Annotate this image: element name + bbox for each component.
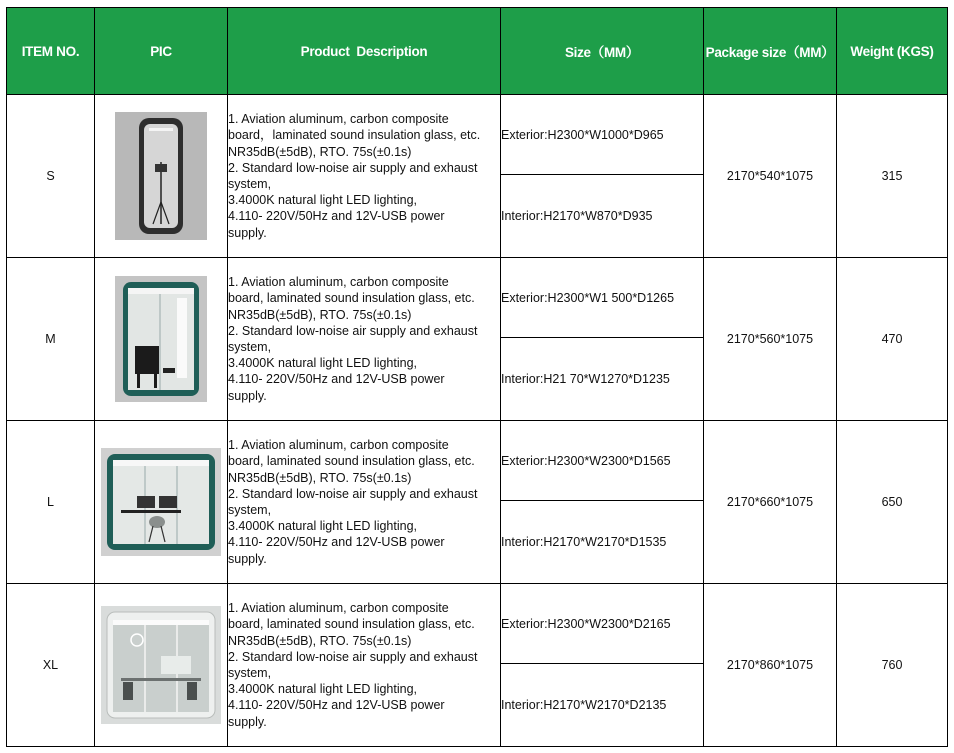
package-size-cell: 2170*860*1075 <box>704 584 837 747</box>
exterior-size-cell: Exterior:H2300*W1 500*D1265 <box>501 258 704 338</box>
description-line: board，laminated sound insulation glass, etc. <box>228 128 481 143</box>
item-cell: XL <box>7 584 95 747</box>
description-line: NR35dB(±5dB), RTO. 75s(±0.1s) <box>228 144 412 159</box>
description-line: 1. Aviation aluminum, carbon composite <box>228 438 449 453</box>
package-size-cell: 2170*560*1075 <box>704 258 837 421</box>
header-row <box>7 8 948 95</box>
description-cell <box>228 95 501 258</box>
description-cell <box>228 421 501 584</box>
item-cell: L <box>7 421 95 584</box>
description-line: system, <box>228 503 272 517</box>
green-office-pod-photo <box>101 448 221 556</box>
description-line: 2. Standard low-noise air supply and exhaust <box>228 323 478 338</box>
dark-phone-booth-photo <box>115 112 207 240</box>
description-line: system, <box>228 340 272 354</box>
weight-cell: 315 <box>837 95 948 258</box>
green-piano-booth-photo <box>115 276 207 402</box>
header-package-size: Package size（MM） <box>704 8 837 95</box>
description-line: NR35dB(±5dB), RTO. 75s(±0.1s) <box>228 307 412 322</box>
header-size: Size（MM） <box>501 8 704 95</box>
description-line: supply. <box>228 388 267 403</box>
description-line: 4.110- 220V/50Hz and 12V-USB power <box>228 698 445 713</box>
description-line: 2. Standard low-noise air supply and exhaust <box>228 486 478 501</box>
description-line: 3.4000K natural light LED lighting, <box>228 193 418 208</box>
product-image-cell <box>95 258 228 421</box>
weight-cell: 650 <box>837 421 948 584</box>
table-row <box>7 95 948 175</box>
description-line: 4.110- 220V/50Hz and 12V-USB power <box>228 209 445 224</box>
description-cell <box>228 584 501 747</box>
description-line: board, laminated sound insulation glass, etc. <box>228 454 475 469</box>
item-cell: M <box>7 258 95 421</box>
interior-size-cell: Interior:H2170*W2170*D1535 <box>501 501 704 584</box>
description-line: 4.110- 220V/50Hz and 12V-USB power <box>228 535 445 550</box>
exterior-size-cell: Exterior:H2300*W2300*D1565 <box>501 421 704 501</box>
header-item-no: ITEM NO. <box>7 8 95 95</box>
product-image-cell <box>95 95 228 258</box>
description-line: 3.4000K natural light LED lighting, <box>228 519 418 534</box>
interior-size-cell: Interior:H21 70*W1270*D1235 <box>501 338 704 421</box>
description-line: 1. Aviation aluminum, carbon composite <box>228 601 449 616</box>
table-row <box>7 421 948 501</box>
header-description: Product Description <box>228 8 501 95</box>
description-line: 1. Aviation aluminum, carbon composite <box>228 112 449 127</box>
table-row <box>7 584 948 664</box>
interior-size-cell: Interior:H2170*W870*D935 <box>501 175 704 258</box>
description-line: board, laminated sound insulation glass, etc. <box>228 291 475 306</box>
description-line: supply. <box>228 225 267 240</box>
header-pic: PIC <box>95 8 228 95</box>
white-meeting-pod-photo <box>101 606 221 724</box>
description-line: system, <box>228 666 272 680</box>
weight-cell: 760 <box>837 584 948 747</box>
product-spec-table <box>6 7 948 747</box>
exterior-size-cell: Exterior:H2300*W1000*D965 <box>501 95 704 175</box>
description-line: 2. Standard low-noise air supply and exhaust <box>228 160 478 175</box>
table-row <box>7 258 948 338</box>
description-line: 4.110- 220V/50Hz and 12V-USB power <box>228 372 445 387</box>
description-line: 3.4000K natural light LED lighting, <box>228 356 418 371</box>
description-line: NR35dB(±5dB), RTO. 75s(±0.1s) <box>228 470 412 485</box>
product-image-cell <box>95 584 228 747</box>
description-line: NR35dB(±5dB), RTO. 75s(±0.1s) <box>228 633 412 648</box>
description-line: 3.4000K natural light LED lighting, <box>228 682 418 697</box>
package-size-cell: 2170*540*1075 <box>704 95 837 258</box>
description-line: board, laminated sound insulation glass, etc. <box>228 617 475 632</box>
description-line: 2. Standard low-noise air supply and exhaust <box>228 649 478 664</box>
package-size-cell: 2170*660*1075 <box>704 421 837 584</box>
product-image-cell <box>95 421 228 584</box>
interior-size-cell: Interior:H2170*W2170*D2135 <box>501 664 704 747</box>
description-line: system, <box>228 177 272 191</box>
description-line: supply. <box>228 714 267 729</box>
weight-cell: 470 <box>837 258 948 421</box>
description-line: 1. Aviation aluminum, carbon composite <box>228 275 449 290</box>
description-cell <box>228 258 501 421</box>
description-line: supply. <box>228 551 267 566</box>
item-cell: S <box>7 95 95 258</box>
header-weight: Weight (KGS) <box>837 8 948 95</box>
exterior-size-cell: Exterior:H2300*W2300*D2165 <box>501 584 704 664</box>
